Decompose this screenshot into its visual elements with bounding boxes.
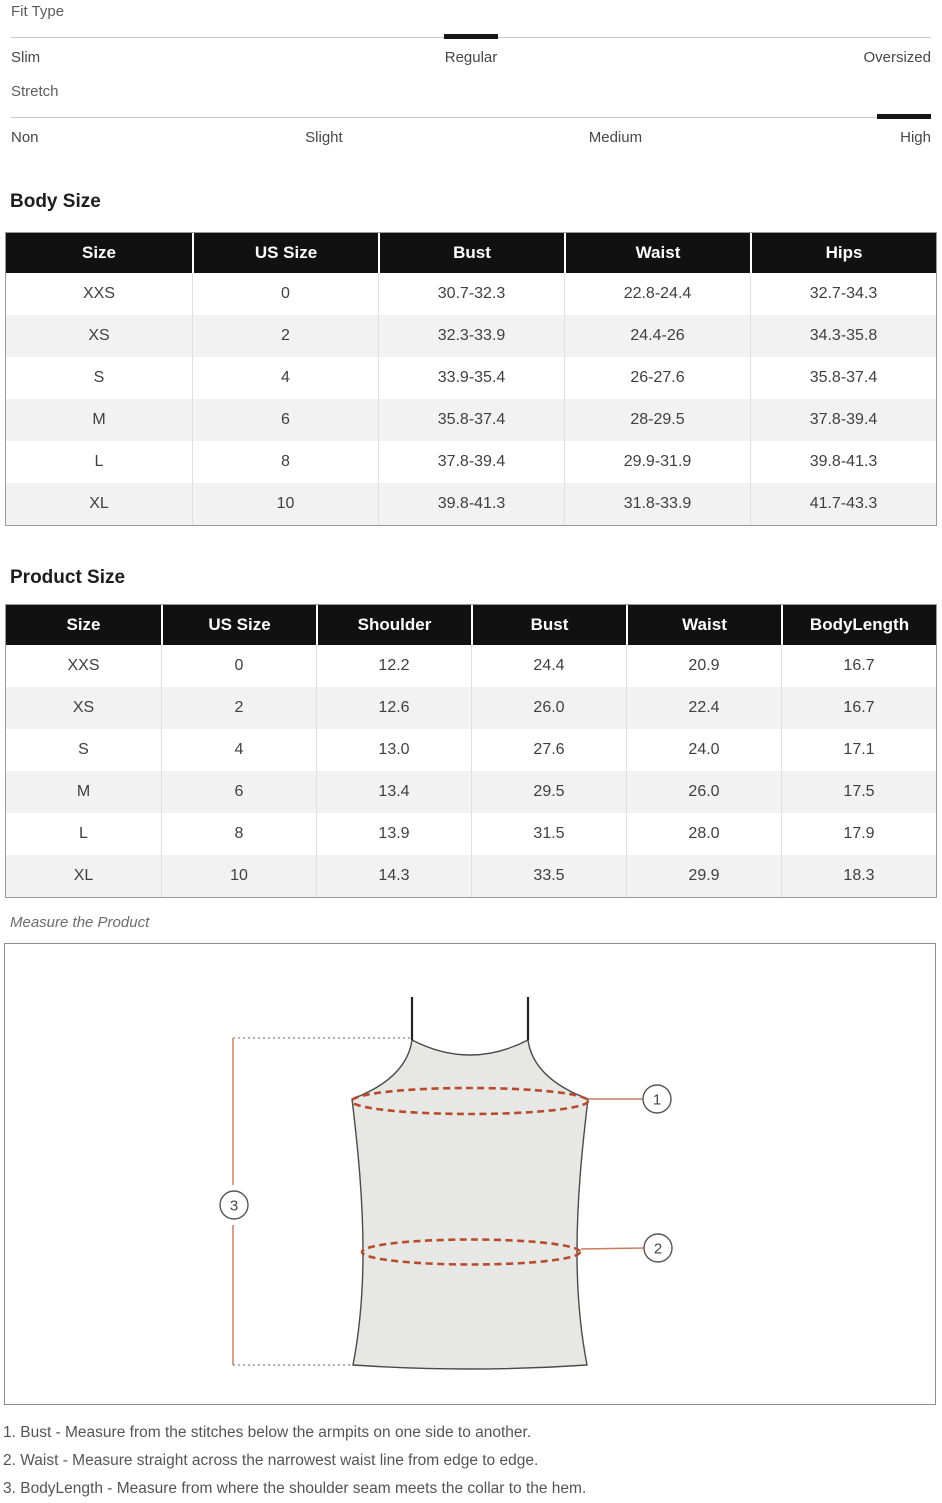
table-cell: 4 [161,729,316,771]
table-cell: 33.5 [471,855,626,897]
table-cell: 27.6 [471,729,626,771]
product-size-table-body [6,645,936,897]
table-cell: 31.5 [471,813,626,855]
table-cell: 8 [161,813,316,855]
table-cell: 33.9-35.4 [378,357,564,399]
measurement-diagram [4,943,936,1405]
body-size-table [5,232,937,526]
table-cell: 10 [161,855,316,897]
header-row [6,605,936,645]
scale-option: Oversized [863,49,931,66]
fit-type-track [11,34,931,40]
table-row [6,357,936,399]
callout-number-2: 2 [653,1240,663,1258]
table-cell: 24.4 [471,645,626,687]
table-cell: 13.0 [316,729,471,771]
table-cell: 29.5 [471,771,626,813]
column-header: Size [6,605,161,645]
callout-number-3: 3 [229,1197,239,1215]
waist-callout-line [581,1248,644,1249]
column-header: Shoulder [316,605,471,645]
column-header: Bust [378,233,564,273]
table-cell: 31.8-33.9 [564,483,750,525]
table-cell: M [6,771,161,813]
stretch-scale [11,83,931,147]
header-row [6,233,936,273]
table-cell: XL [6,483,192,525]
column-header: US Size [192,233,378,273]
table-cell: 12.2 [316,645,471,687]
measure-note: 3. BodyLength - Measure from where the shoulder seam meets the collar to the hem. [3,1480,587,1497]
table-cell: 0 [161,645,316,687]
table-cell: 20.9 [626,645,781,687]
measurement-notes [3,1419,942,1503]
table-cell: 18.3 [781,855,936,897]
column-header: Waist [564,233,750,273]
body-size-table-header [6,233,936,273]
table-row [6,687,936,729]
product-size-table [5,604,937,898]
scale-option: Regular [444,49,498,66]
table-cell: 34.3-35.8 [750,315,936,357]
table-cell: 29.9 [626,855,781,897]
measure-product-title: Measure the Product [10,914,150,931]
table-cell: S [6,729,161,771]
table-cell: 39.8-41.3 [378,483,564,525]
table-cell: 26.0 [471,687,626,729]
column-header: Waist [626,605,781,645]
table-row [6,399,936,441]
table-cell: 32.3-33.9 [378,315,564,357]
table-row [6,771,936,813]
table-cell: 29.9-31.9 [564,441,750,483]
table-cell: XS [6,315,192,357]
table-cell: 12.6 [316,687,471,729]
stretch-label: Stretch [11,83,59,100]
table-cell: 37.8-39.4 [378,441,564,483]
fit-type-marker [444,34,498,39]
table-cell: 26-27.6 [564,357,750,399]
measure-note: 2. Waist - Measure straight across the narrowest waist line from edge to edge. [3,1452,539,1469]
table-cell: 17.9 [781,813,936,855]
table-cell: 8 [192,441,378,483]
table-row [6,729,936,771]
scale-option: High [900,129,931,146]
stretch-track [11,114,931,120]
table-cell: 6 [192,399,378,441]
table-cell: 0 [192,273,378,315]
table-row [6,441,936,483]
table-cell: M [6,399,192,441]
table-cell: S [6,357,192,399]
column-header: Size [6,233,192,273]
table-cell: 4 [192,357,378,399]
scale-option: Non [11,129,39,146]
table-cell: 30.7-32.3 [378,273,564,315]
fit-type-label: Fit Type [11,3,65,20]
table-cell: 35.8-37.4 [378,399,564,441]
fit-scales-section [0,0,942,147]
fit-type-options [11,49,931,67]
column-header: Hips [750,233,936,273]
column-header: US Size [161,605,316,645]
callout-number-1: 1 [652,1091,662,1109]
table-row [6,315,936,357]
scale-option: Slim [11,49,41,66]
column-header: BodyLength [781,605,936,645]
table-cell: 10 [192,483,378,525]
table-cell: 26.0 [626,771,781,813]
table-cell: 39.8-41.3 [750,441,936,483]
fit-type-scale [11,3,931,67]
table-cell: 28.0 [626,813,781,855]
table-cell: 16.7 [781,645,936,687]
table-cell: 13.4 [316,771,471,813]
table-cell: 35.8-37.4 [750,357,936,399]
column-header: Bust [471,605,626,645]
table-row [6,483,936,525]
table-cell: XS [6,687,161,729]
table-cell: 32.7-34.3 [750,273,936,315]
product-size-table-header [6,605,936,645]
table-cell: 16.7 [781,687,936,729]
table-row [6,813,936,855]
table-cell: 24.4-26 [564,315,750,357]
table-cell: XXS [6,645,161,687]
table-cell: 22.8-24.4 [564,273,750,315]
body-size-title: Body Size [10,191,101,212]
stretch-options [11,129,931,147]
body-size-table-body [6,273,936,525]
table-cell: 24.0 [626,729,781,771]
table-cell: 2 [161,687,316,729]
measure-note: 1. Bust - Measure from the stitches below the armpits on one side to another. [3,1424,532,1441]
table-cell: 37.8-39.4 [750,399,936,441]
stretch-marker [877,114,931,119]
camisole-diagram-svg [5,944,935,1404]
table-row [6,645,936,687]
table-cell: 41.7-43.3 [750,483,936,525]
table-cell: 28-29.5 [564,399,750,441]
table-cell: XXS [6,273,192,315]
scale-option: Medium [588,129,643,146]
table-cell: XL [6,855,161,897]
table-cell: 6 [161,771,316,813]
table-cell: 14.3 [316,855,471,897]
table-cell: 17.5 [781,771,936,813]
product-size-title: Product Size [10,567,126,588]
camisole-outline [352,1040,588,1369]
table-row [6,855,936,897]
table-cell: L [6,441,192,483]
scale-option: Slight [305,129,343,146]
table-row [6,273,936,315]
table-cell: 22.4 [626,687,781,729]
table-cell: 2 [192,315,378,357]
table-cell: 13.9 [316,813,471,855]
table-cell: 17.1 [781,729,936,771]
table-cell: L [6,813,161,855]
